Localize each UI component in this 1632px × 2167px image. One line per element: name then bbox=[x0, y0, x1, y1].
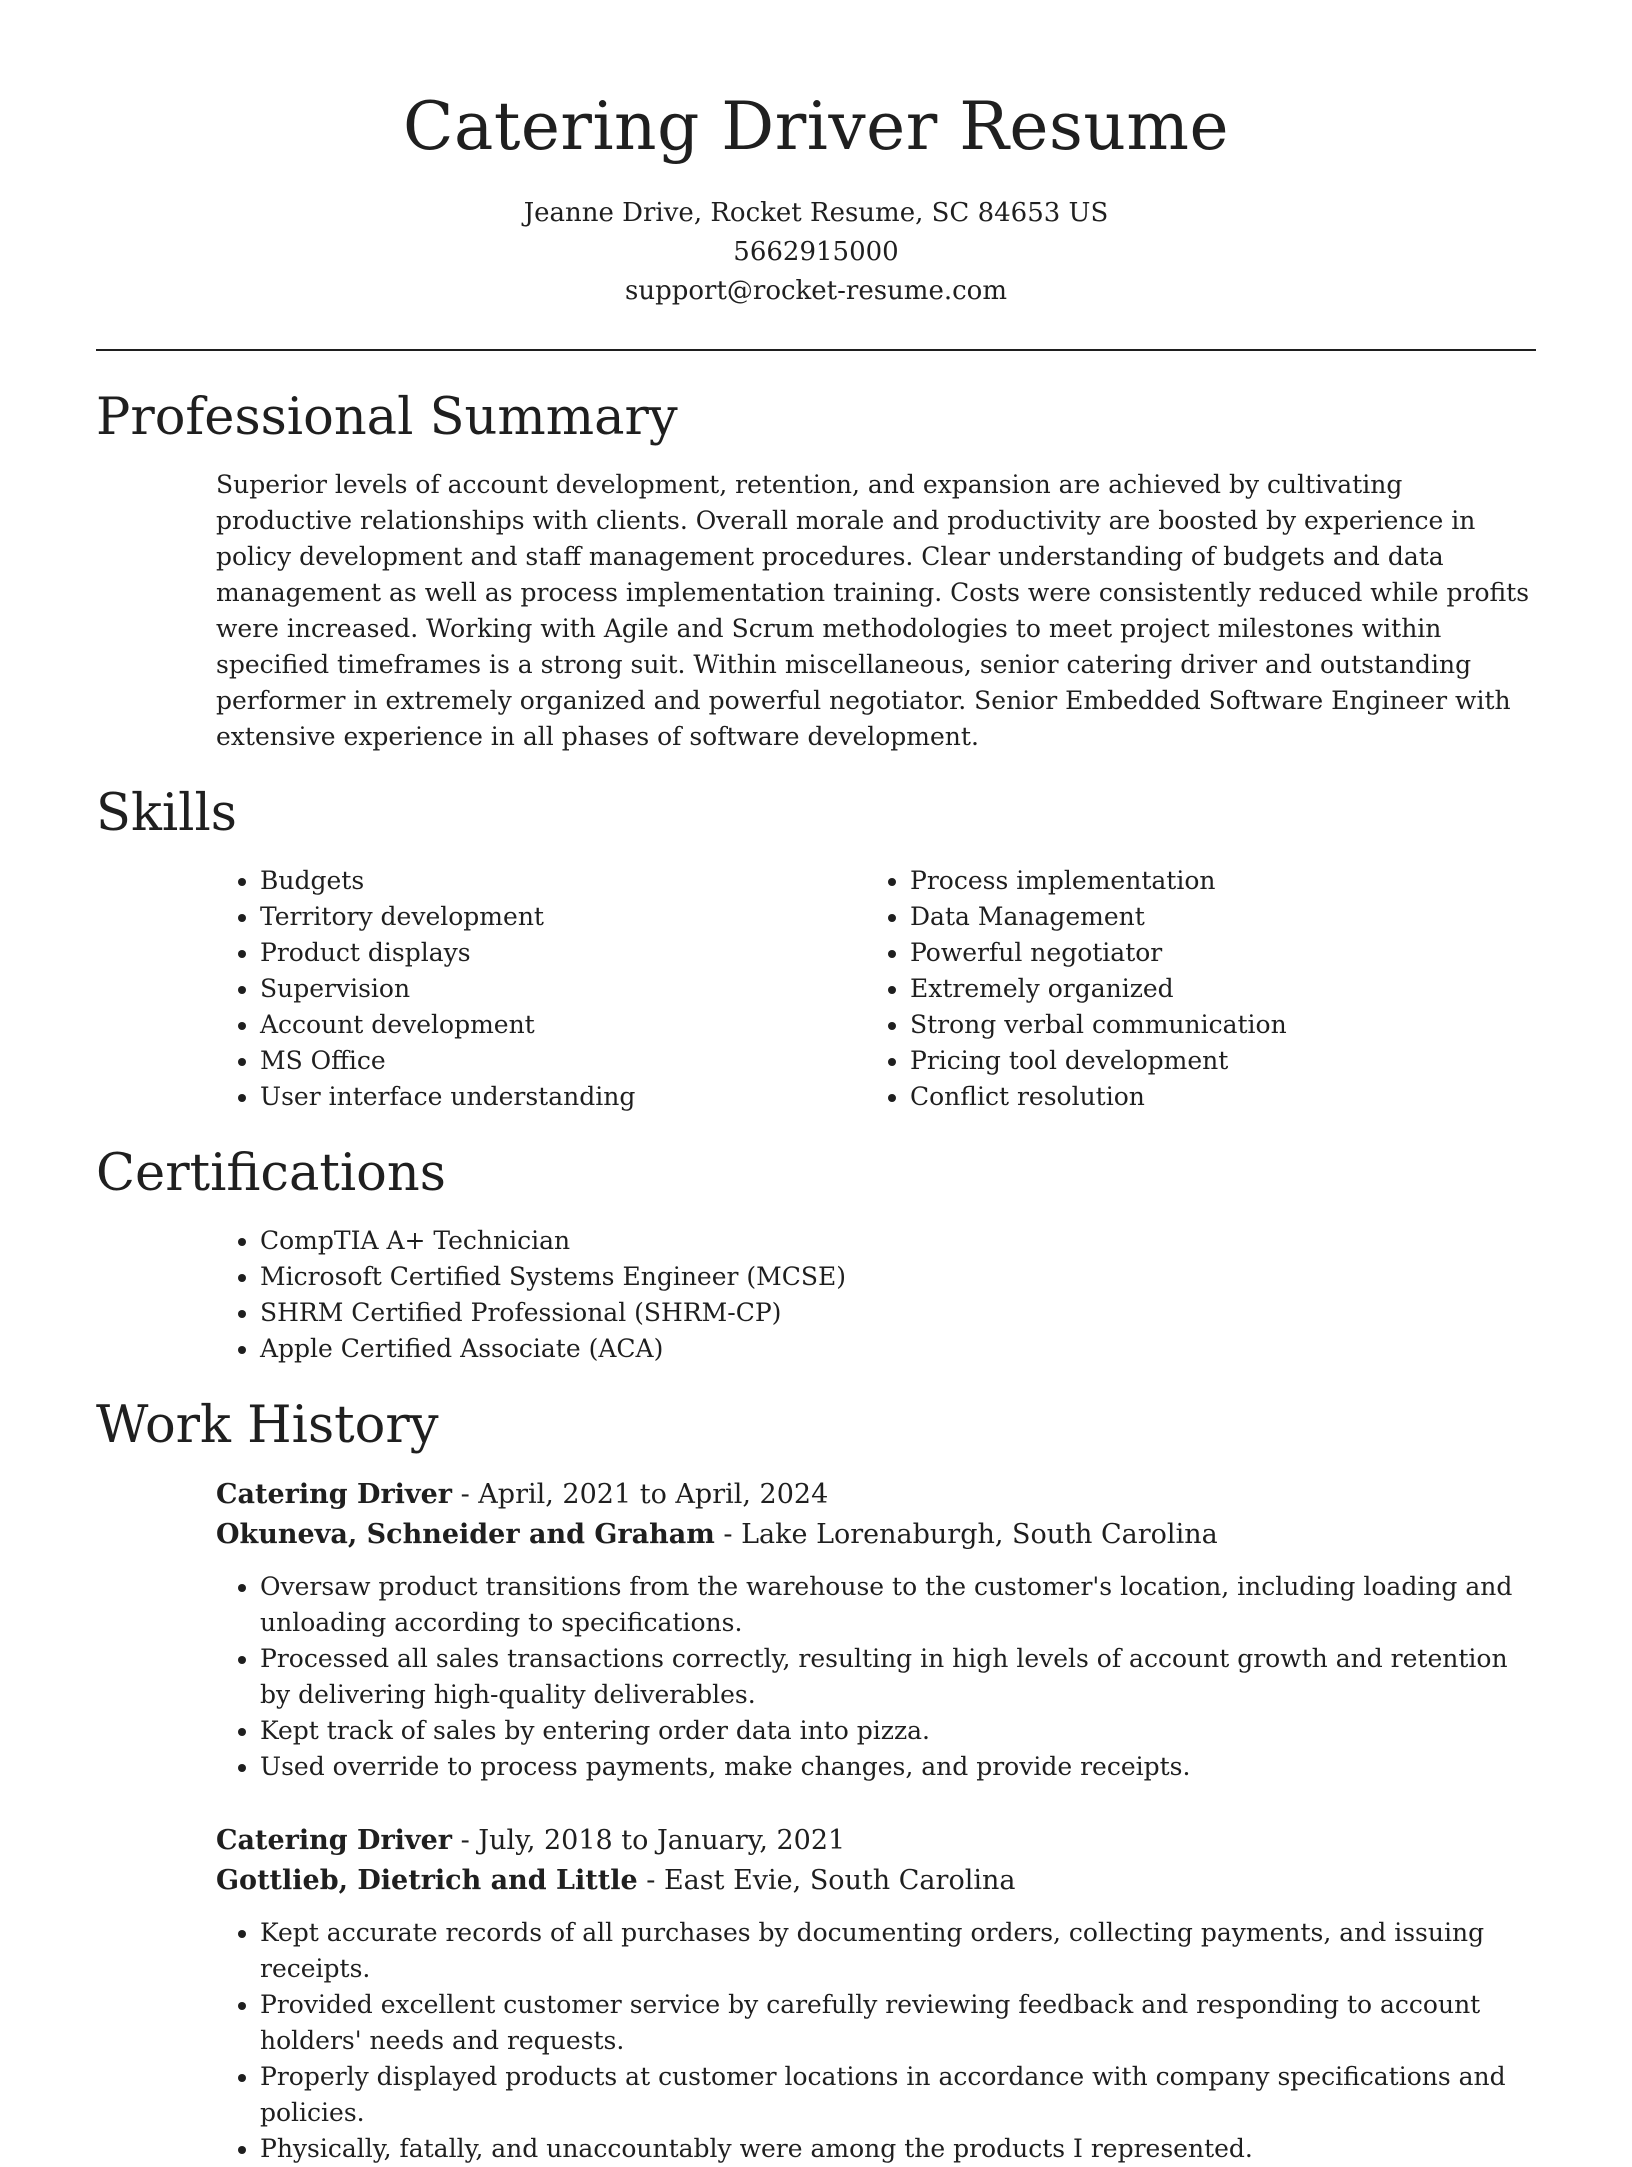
job-title-line bbox=[216, 1821, 1536, 1861]
summary-heading: Professional Summary bbox=[96, 388, 678, 447]
skills-list-right bbox=[866, 863, 1516, 1115]
certification-item: • CompTIA A+ Technician bbox=[260, 1223, 1536, 1259]
skill-item: • Strong verbal communication bbox=[910, 1007, 1516, 1043]
skill-item: • Process implementation bbox=[910, 863, 1516, 899]
job-bullet: • Physically, fatally, and unaccountably were among the products I represented. bbox=[260, 2131, 1536, 2167]
job-bullet: • Provided excellent customer service by carefully reviewing feedback and responding to account holders' needs and requests. bbox=[260, 1987, 1536, 2059]
job-company-line bbox=[216, 1515, 1536, 1555]
certifications-heading: Certifications bbox=[96, 1144, 446, 1203]
job-title: Catering Driver bbox=[216, 1825, 453, 1856]
job-entry bbox=[216, 1475, 1536, 1785]
job-location: - Lake Lorenaburgh, South Carolina bbox=[714, 1519, 1218, 1550]
job-bullet: • Kept track of sales by entering order data into pizza. bbox=[260, 1713, 1536, 1749]
skill-item: • Extremely organized bbox=[910, 971, 1516, 1007]
resume-header bbox=[96, 0, 1536, 311]
skill-item: • Account development bbox=[260, 1007, 866, 1043]
skills-column-left bbox=[216, 863, 866, 1115]
job-bullet: • Used override to process payments, make changes, and provide receipts. bbox=[260, 1749, 1536, 1785]
skill-item: • Pricing tool development bbox=[910, 1043, 1516, 1079]
skill-item: • Data Management bbox=[910, 899, 1516, 935]
skills-heading: Skills bbox=[96, 784, 237, 843]
job-location: - East Evie, South Carolina bbox=[637, 1865, 1016, 1896]
job-entry bbox=[216, 1821, 1536, 2167]
skills-column-right bbox=[866, 863, 1516, 1115]
job-title-line bbox=[216, 1475, 1536, 1515]
resume-title: Catering Driver Resume bbox=[402, 88, 1230, 165]
work-history-heading: Work History bbox=[96, 1396, 439, 1455]
job-title: Catering Driver bbox=[216, 1479, 453, 1510]
summary-text: Superior levels of account development, retention, and expansion are achieved by cultivating productive relationships with clients. Overall morale and productivity are boosted by experience in policy development and staff management procedures. Clear understanding of budgets and data management as well as process implementation training. Costs were consistently reduced while profits were increased. Working with Agile and Scrum methodologies to meet project milestones within specified timeframes is a strong suit. Within miscellaneous, senior catering driver and outstanding performer in extremely organized and powerful negotiator. Senior Embedded Software Engineer with extensive experience in all phases of software development. bbox=[216, 470, 1530, 751]
skill-item: • Powerful negotiator bbox=[910, 935, 1516, 971]
skills-list-left bbox=[216, 863, 866, 1115]
summary-section bbox=[96, 387, 1536, 755]
job-dates: - April, 2021 to April, 2024 bbox=[452, 1479, 829, 1510]
job-bullet: • Properly displayed products at customer locations in accordance with company specifications and policies. bbox=[260, 2059, 1536, 2131]
job-company: Gottlieb, Dietrich and Little bbox=[216, 1865, 638, 1896]
skill-item: • User interface understanding bbox=[260, 1079, 866, 1115]
job-bullet: • Processed all sales transactions correctly, resulting in high levels of account growth and retention by delivering high-quality deliverables. bbox=[260, 1641, 1536, 1713]
contact-phone: 5662915000 bbox=[733, 237, 899, 267]
job-dates: - July, 2018 to January, 2021 bbox=[452, 1825, 846, 1856]
skill-item: • Territory development bbox=[260, 899, 866, 935]
certification-item: • Apple Certified Associate (ACA) bbox=[260, 1331, 1536, 1367]
skills-section bbox=[96, 783, 1536, 1115]
contact-email: support@rocket-resume.com bbox=[624, 276, 1007, 306]
certifications-list bbox=[216, 1223, 1536, 1367]
certification-item: • Microsoft Certified Systems Engineer (MCSE) bbox=[260, 1259, 1536, 1295]
job-bullets bbox=[216, 1569, 1536, 1785]
skill-item: • Product displays bbox=[260, 935, 866, 971]
contact-address: Jeanne Drive, Rocket Resume, SC 84653 US bbox=[523, 198, 1109, 228]
skill-item: • Supervision bbox=[260, 971, 866, 1007]
job-bullet: • Kept accurate records of all purchases by documenting orders, collecting payments, and issuing receipts. bbox=[260, 1915, 1536, 1987]
job-company: Okuneva, Schneider and Graham bbox=[216, 1519, 715, 1550]
certification-item: • SHRM Certified Professional (SHRM-CP) bbox=[260, 1295, 1536, 1331]
header-divider bbox=[96, 349, 1536, 351]
job-bullets bbox=[216, 1915, 1536, 2167]
skill-item: • MS Office bbox=[260, 1043, 866, 1079]
skill-item: • Budgets bbox=[260, 863, 866, 899]
job-bullet: • Oversaw product transitions from the warehouse to the customer's location, including loading and unloading according to specifications. bbox=[260, 1569, 1536, 1641]
certifications-section bbox=[96, 1143, 1536, 1367]
skill-item: • Conflict resolution bbox=[910, 1079, 1516, 1115]
work-history-section bbox=[96, 1395, 1536, 2167]
job-company-line bbox=[216, 1861, 1536, 1901]
